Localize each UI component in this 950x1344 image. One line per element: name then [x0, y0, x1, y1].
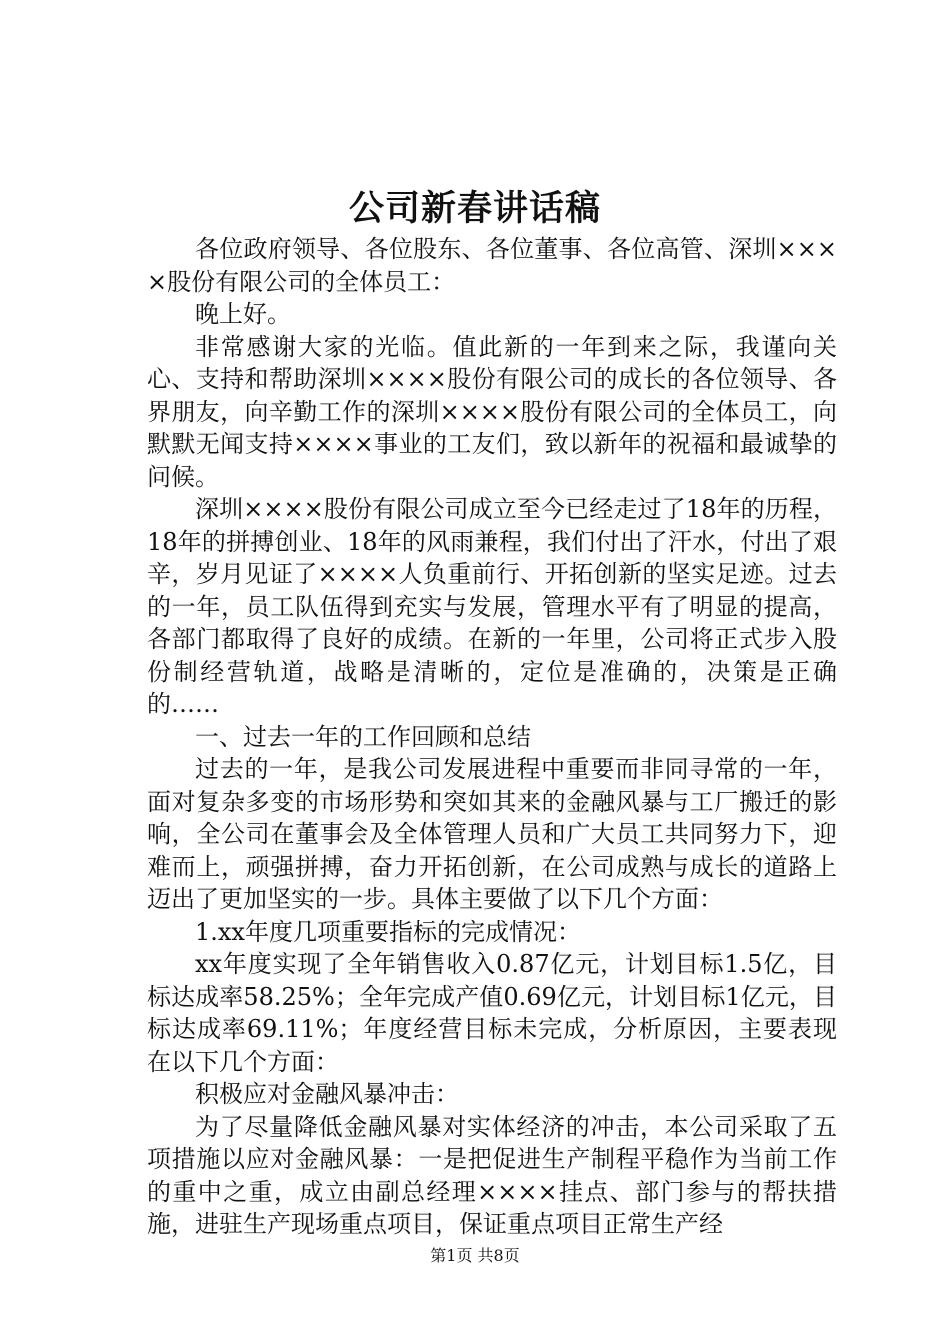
paragraph-greeting: 晚上好。	[195, 300, 291, 328]
paragraph-measures: 为了尽量降低金融风暴对实体经济的冲击，本公司采取了五项措施以应对金融风暴：一是把促进生产制程平稳作为当前工作的重中之重，成立由副总经理××××挂点、部门参与的帮扶措施，进驻生产现场重点项目，保证重点项目正常生产经	[147, 1112, 837, 1238]
page-number: 第1页 共8页	[430, 1246, 520, 1265]
paragraph-indicators: xx年度实现了全年销售收入0.87亿元，计划目标1.5亿，目标达成率58.25%；全年完成产值0.69亿元，计划目标1亿元，目标达成率69.11%；年度经营目标未完成，分析原因，主要表现在以下几个方面：	[147, 950, 837, 1076]
paragraph-salutation: 各位政府领导、各位股东、各位董事、各位高管、深圳××××股份有限公司的全体员工：	[147, 235, 837, 296]
subheading-indicators: 1.xx年度几项重要指标的完成情况：	[195, 917, 581, 946]
document-body	[147, 233, 837, 1241]
paragraph-review: 过去的一年，是我公司发展进程中重要而非同寻常的一年，面对复杂多变的市场形势和突如其来的金融风暴与工厂搬迁的影响，全公司在董事会及全体管理人员和广大员工共同努力下，迎难而上，顽强拼搏，奋力开拓创新，在公司成熟与成长的道路上迈出了更加坚实的一步。具体主要做了以下几个方面：	[147, 755, 837, 913]
paragraph-history: 深圳××××股份有限公司成立至今已经走过了18年的历程，18年的拼搏创业、18年的风雨兼程，我们付出了汗水，付出了艰辛，岁月见证了××××人负重前行、开拓创新的坚实足迹。过去的一年，员工队伍得到充实与发展，管理水平有了明显的提高，各部门都取得了良好的成绩。在新的一年里，公司将正式步入股份制经营轨道，战略是清晰的，定位是准确的，决策是正确的……	[147, 495, 837, 718]
document-title: 公司新春讲话稿	[348, 188, 601, 229]
subheading-financial-crisis: 积极应对金融风暴冲击：	[195, 1080, 459, 1108]
section-heading-review: 一、过去一年的工作回顾和总结	[195, 722, 531, 751]
paragraph-thanks: 非常感谢大家的光临。值此新的一年到来之际，我谨向关心、支持和帮助深圳××××股份有限公司的成长的各位领导、各界朋友，向辛勤工作的深圳××××股份有限公司的全体员工，向默默无闻支持××××事业的工友们，致以新年的祝福和最诚挚的问候。	[147, 332, 837, 491]
